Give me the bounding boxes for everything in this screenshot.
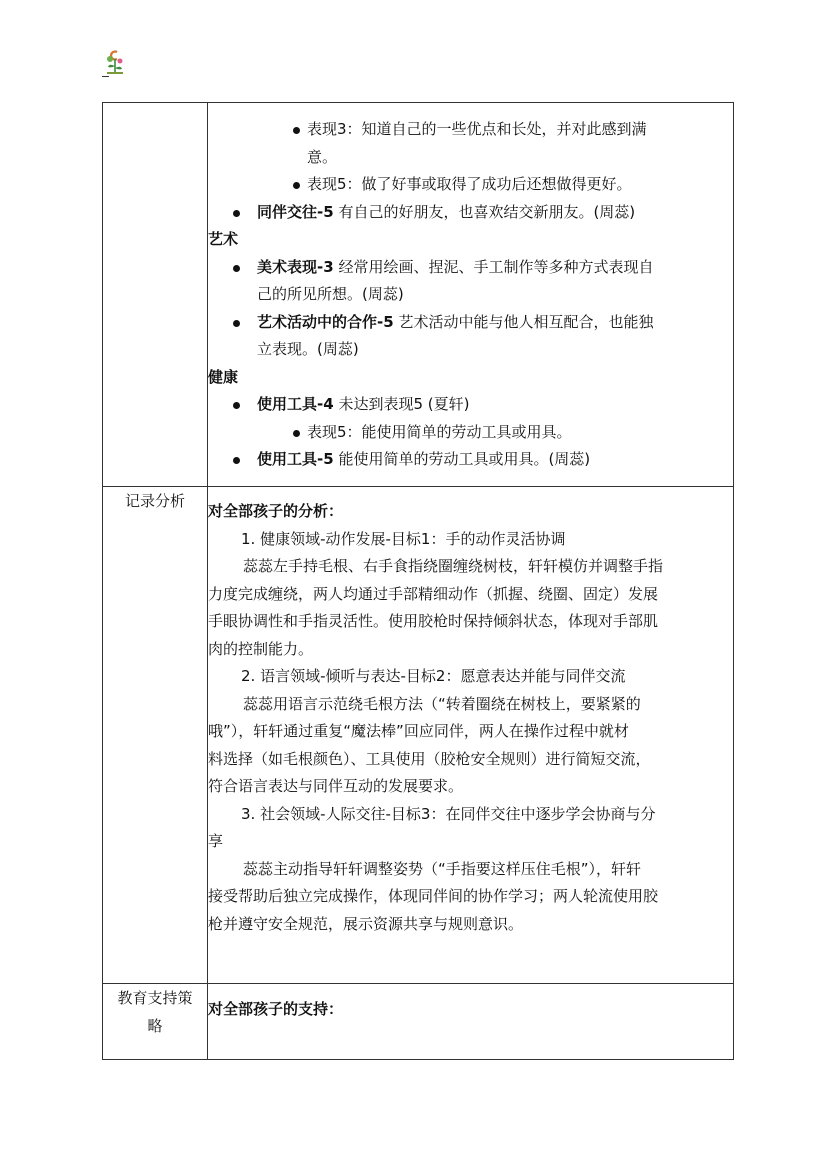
section-heading-art: 艺术 <box>208 230 239 248</box>
row-support <box>103 984 734 1060</box>
header-rule <box>102 76 109 77</box>
paragraph-line: 料选择（如毛根颜色）、工具使用（胶枪安全规则）进行简短交流， <box>208 749 651 768</box>
row2-content-cell <box>208 487 734 984</box>
paragraph-line: 手眼协调性和手指灵活性。使用胶枪时保持倾斜状态，体现对手部肌 <box>208 612 659 630</box>
row3-label-line2: 略 <box>147 1017 163 1035</box>
paragraph-line: 力度完成缠绕，两人均通过手部精细动作（抓握、绕圈、固定）发展 <box>208 584 659 603</box>
paragraph-line: 肉的控制能力。 <box>208 639 314 658</box>
list-item: 表现3：知道自己的一些优点和长处，并对此感到满 <box>208 116 733 144</box>
row2-label: 记录分析 <box>103 487 208 984</box>
analysis-section-title: 1. 健康领域-动作发展-目标1：手的动作灵活协调 <box>241 529 566 548</box>
paragraph-line: 蕊蕊用语言示范绕毛根方法（“转着圈绕在树枝上，要紧紧的 <box>243 694 641 713</box>
analysis-heading: 对全部孩子的分析： <box>208 502 344 520</box>
list-item: 同伴交往-5 有自己的好朋友，也喜欢结交新朋友。(周蕊) <box>208 199 733 227</box>
paragraph-line: 哦”），轩轩通过重复“魔法棒”回应同伴，两人在操作过程中就材 <box>208 722 629 740</box>
analysis-section-title-cont: 享 <box>208 832 224 850</box>
list-item: 艺术活动中的合作-5 艺术活动中能与他人相互配合，也能独 <box>208 309 733 337</box>
list-item: 使用工具-5 能使用简单的劳动工具或用具。(周蕊) <box>208 446 733 474</box>
flower-logo <box>104 50 126 76</box>
row-analysis <box>103 487 734 984</box>
row3-content-cell <box>208 984 734 1060</box>
list-item: 使用工具-4 未达到表现5 (夏轩) <box>208 391 733 419</box>
row1-content-cell <box>208 103 734 487</box>
list-item-cont: 立表现。(周蕊) <box>257 340 359 358</box>
row1-label-cell <box>103 103 208 487</box>
list-item-cont: 己的所见所想。(周蕊) <box>257 285 404 303</box>
list-item: 表现5：能使用简单的劳动工具或用具。 <box>208 419 733 447</box>
paragraph-line: 蕊蕊主动指导轩轩调整姿势（“手指要这样压住毛根”），轩轩 <box>243 859 642 878</box>
paragraph-line: 枪并遵守安全规范，展示资源共享与规则意识。 <box>208 914 524 933</box>
paragraph-line: 接受帮助后独立完成操作，体现同伴间的协作学习；两人轮流使用胶 <box>208 887 659 905</box>
list-item: 美术表现-3 经常用绘画、捏泥、手工制作等多种方式表现自 <box>208 254 733 282</box>
row3-label-cell <box>103 984 208 1060</box>
paragraph-line: 符合语言表达与同伴互动的发展要求。 <box>208 777 464 795</box>
analysis-section-title: 3. 社会领域-人际交往-目标3：在同伴交往中逐步学会协商与分 <box>241 804 656 823</box>
section-heading-health: 健康 <box>208 367 239 386</box>
row-performance <box>103 103 734 487</box>
record-table <box>102 102 734 1060</box>
paragraph-line: 蕊蕊左手持毛根、右手食指绕圈缠绕树枝，轩轩模仿并调整手指 <box>243 557 664 575</box>
support-heading: 对全部孩子的支持： <box>208 1000 344 1018</box>
list-item: 表现5：做了好事或取得了成功后还想做得更好。 <box>208 171 733 199</box>
analysis-section-title: 2. 语言领域-倾听与表达-目标2：愿意表达并能与同伴交流 <box>241 667 626 685</box>
list-item-cont: 意。 <box>307 147 338 166</box>
row3-label-line1: 教育支持策 <box>117 989 193 1007</box>
